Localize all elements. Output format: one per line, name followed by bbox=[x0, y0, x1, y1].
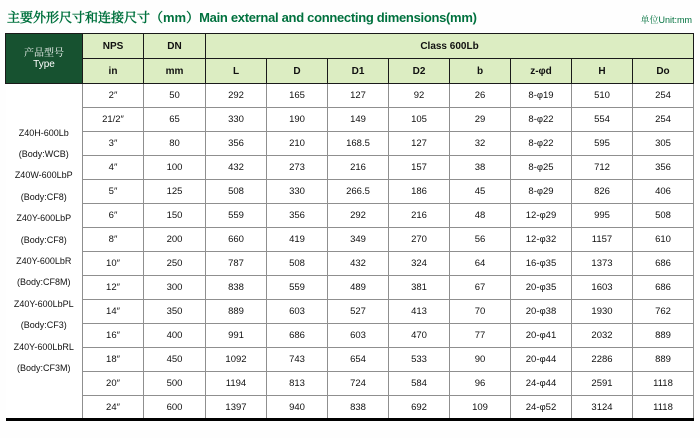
table-cell: 26 bbox=[450, 84, 511, 108]
table-cell: 2″ bbox=[83, 84, 144, 108]
col-header-dn: DN bbox=[144, 34, 206, 59]
col-unit-nps: in bbox=[83, 59, 144, 84]
table-row bbox=[6, 84, 694, 108]
col-header-d1: D1 bbox=[328, 59, 389, 84]
product-type-line: Z40Y-600LbP bbox=[16, 213, 72, 224]
table-cell: 12″ bbox=[83, 276, 144, 300]
table-cell: 150 bbox=[144, 204, 206, 228]
col-header-z-φd: z-φd bbox=[511, 59, 572, 84]
table-cell: 349 bbox=[328, 228, 389, 252]
table-cell: 654 bbox=[328, 348, 389, 372]
table-cell: 686 bbox=[633, 276, 694, 300]
page-title-zh: 主要外形尺寸和连接尺寸（mm） bbox=[7, 10, 200, 25]
table-cell: 157 bbox=[389, 156, 450, 180]
table-cell: 1373 bbox=[572, 252, 633, 276]
product-type-line: Z40H-600Lb bbox=[18, 127, 69, 138]
table-cell: 787 bbox=[206, 252, 267, 276]
type-column-header-en: Type bbox=[33, 58, 55, 70]
table-cell: 70 bbox=[450, 300, 511, 324]
table-cell: 1194 bbox=[206, 372, 267, 396]
table-cell: 186 bbox=[389, 180, 450, 204]
table-cell: 559 bbox=[267, 276, 328, 300]
table-cell: 29 bbox=[450, 108, 511, 132]
table-cell: 991 bbox=[206, 324, 267, 348]
table-row bbox=[6, 300, 694, 324]
table-cell: 2591 bbox=[572, 372, 633, 396]
product-type-line: (Body:CF8M) bbox=[16, 277, 71, 288]
table-cell: 995 bbox=[572, 204, 633, 228]
header-row-2 bbox=[6, 59, 694, 84]
table-cell: 109 bbox=[450, 396, 511, 420]
table-cell: 432 bbox=[328, 252, 389, 276]
table-cell: 330 bbox=[206, 108, 267, 132]
table-cell: 419 bbox=[267, 228, 328, 252]
table-cell: 8-φ25 bbox=[511, 156, 572, 180]
table-cell: 100 bbox=[144, 156, 206, 180]
table-cell: 165 bbox=[267, 84, 328, 108]
table-cell: 838 bbox=[206, 276, 267, 300]
col-header-d: D bbox=[267, 59, 328, 84]
table-cell: 1603 bbox=[572, 276, 633, 300]
col-header-h: H bbox=[572, 59, 633, 84]
product-type-line: (Body:CF8) bbox=[20, 234, 67, 245]
table-body bbox=[6, 84, 694, 420]
table-cell: 90 bbox=[450, 348, 511, 372]
table-cell: 1118 bbox=[633, 396, 694, 420]
table-cell: 2286 bbox=[572, 348, 633, 372]
table-cell: 508 bbox=[206, 180, 267, 204]
table-cell: 660 bbox=[206, 228, 267, 252]
table-cell: 127 bbox=[389, 132, 450, 156]
product-type-line: Z40W-600LbP bbox=[14, 170, 73, 181]
table-cell: 554 bbox=[572, 108, 633, 132]
table-row bbox=[6, 372, 694, 396]
col-header-l: L bbox=[206, 59, 267, 84]
table-cell: 686 bbox=[633, 252, 694, 276]
table-cell: 16-φ35 bbox=[511, 252, 572, 276]
col-header-d2: D2 bbox=[389, 59, 450, 84]
table-cell: 24-φ52 bbox=[511, 396, 572, 420]
table-cell: 603 bbox=[267, 300, 328, 324]
table-cell: 527 bbox=[328, 300, 389, 324]
table-cell: 105 bbox=[389, 108, 450, 132]
table-cell: 273 bbox=[267, 156, 328, 180]
table-cell: 508 bbox=[267, 252, 328, 276]
table-cell: 686 bbox=[267, 324, 328, 348]
table-cell: 200 bbox=[144, 228, 206, 252]
table-cell: 21/2″ bbox=[83, 108, 144, 132]
table-cell: 2032 bbox=[572, 324, 633, 348]
table-cell: 12-φ29 bbox=[511, 204, 572, 228]
table-cell: 92 bbox=[389, 84, 450, 108]
type-column-header-zh: 产品型号 bbox=[24, 47, 64, 59]
table-cell: 692 bbox=[389, 396, 450, 420]
table-cell: 250 bbox=[144, 252, 206, 276]
table-cell: 1930 bbox=[572, 300, 633, 324]
table-row bbox=[6, 324, 694, 348]
table-row bbox=[6, 228, 694, 252]
dimensions-table bbox=[5, 33, 694, 421]
table-cell: 324 bbox=[389, 252, 450, 276]
table-cell: 413 bbox=[389, 300, 450, 324]
table-row bbox=[6, 204, 694, 228]
table-cell: 168.5 bbox=[328, 132, 389, 156]
table-cell: 20″ bbox=[83, 372, 144, 396]
table-cell: 56 bbox=[450, 228, 511, 252]
col-header-nps: NPS bbox=[83, 34, 144, 59]
table-cell: 5″ bbox=[83, 180, 144, 204]
table-cell: 406 bbox=[633, 180, 694, 204]
table-cell: 8-φ19 bbox=[511, 84, 572, 108]
table-cell: 127 bbox=[328, 84, 389, 108]
table-cell: 4″ bbox=[83, 156, 144, 180]
table-row bbox=[6, 180, 694, 204]
table-cell: 356 bbox=[267, 204, 328, 228]
table-cell: 14″ bbox=[83, 300, 144, 324]
table-cell: 24-φ44 bbox=[511, 372, 572, 396]
table-cell: 743 bbox=[267, 348, 328, 372]
table-row bbox=[6, 348, 694, 372]
table-cell: 16″ bbox=[83, 324, 144, 348]
table-cell: 350 bbox=[144, 300, 206, 324]
table-cell: 450 bbox=[144, 348, 206, 372]
table-cell: 889 bbox=[633, 348, 694, 372]
table-cell: 500 bbox=[144, 372, 206, 396]
table-cell: 270 bbox=[389, 228, 450, 252]
table-cell: 149 bbox=[328, 108, 389, 132]
product-type-line: (Body:CF3M) bbox=[16, 363, 71, 374]
table-cell: 20-φ44 bbox=[511, 348, 572, 372]
table-header bbox=[6, 34, 694, 84]
table-cell: 50 bbox=[144, 84, 206, 108]
table-cell: 190 bbox=[267, 108, 328, 132]
table-cell: 216 bbox=[328, 156, 389, 180]
table-cell: 1397 bbox=[206, 396, 267, 420]
table-cell: 6″ bbox=[83, 204, 144, 228]
table-cell: 330 bbox=[267, 180, 328, 204]
table-cell: 838 bbox=[328, 396, 389, 420]
table-cell: 216 bbox=[389, 204, 450, 228]
table-cell: 584 bbox=[389, 372, 450, 396]
table-cell: 762 bbox=[633, 300, 694, 324]
product-type-line: (Body:CF8) bbox=[20, 191, 67, 202]
table-cell: 45 bbox=[450, 180, 511, 204]
table-cell: 600 bbox=[144, 396, 206, 420]
table-cell: 3″ bbox=[83, 132, 144, 156]
table-cell: 20-φ35 bbox=[511, 276, 572, 300]
col-header-do: Do bbox=[633, 59, 694, 84]
table-cell: 595 bbox=[572, 132, 633, 156]
table-cell: 813 bbox=[267, 372, 328, 396]
table-cell: 254 bbox=[633, 108, 694, 132]
table-cell: 77 bbox=[450, 324, 511, 348]
class-rating-header: Class 600Lb bbox=[206, 34, 694, 59]
table-cell: 940 bbox=[267, 396, 328, 420]
table-cell: 20-φ38 bbox=[511, 300, 572, 324]
page-title bbox=[7, 7, 477, 26]
table-row bbox=[6, 156, 694, 180]
table-cell: 12-φ32 bbox=[511, 228, 572, 252]
table-cell: 8-φ22 bbox=[511, 132, 572, 156]
header-row-1 bbox=[6, 34, 694, 59]
page-title-en: Main external and connecting dimensions(mm) bbox=[199, 10, 477, 25]
table-cell: 96 bbox=[450, 372, 511, 396]
table-cell: 125 bbox=[144, 180, 206, 204]
table-cell: 603 bbox=[328, 324, 389, 348]
product-type-line: (Body:WCB) bbox=[18, 148, 69, 159]
product-type-line: Z40Y-600LbRL bbox=[13, 341, 74, 352]
table-cell: 356 bbox=[633, 156, 694, 180]
table-cell: 48 bbox=[450, 204, 511, 228]
title-bar bbox=[0, 0, 700, 26]
table-cell: 20-φ41 bbox=[511, 324, 572, 348]
table-cell: 889 bbox=[633, 324, 694, 348]
table-cell: 610 bbox=[633, 228, 694, 252]
table-cell: 292 bbox=[206, 84, 267, 108]
unit-note: 单位Unit:mm bbox=[640, 15, 692, 25]
table-row bbox=[6, 396, 694, 420]
table-cell: 724 bbox=[328, 372, 389, 396]
table-cell: 432 bbox=[206, 156, 267, 180]
product-type-line: Z40Y-600LbR bbox=[16, 256, 72, 266]
table-cell: 400 bbox=[144, 324, 206, 348]
table-cell: 8-φ22 bbox=[511, 108, 572, 132]
table-row bbox=[6, 252, 694, 276]
col-unit-dn: mm bbox=[144, 59, 206, 84]
table-cell: 712 bbox=[572, 156, 633, 180]
table-cell: 559 bbox=[206, 204, 267, 228]
table-row bbox=[6, 132, 694, 156]
table-cell: 266.5 bbox=[328, 180, 389, 204]
table-cell: 470 bbox=[389, 324, 450, 348]
product-type-cell bbox=[6, 84, 83, 420]
product-type-line: (Body:CF3) bbox=[20, 320, 67, 331]
table-cell: 8-φ29 bbox=[511, 180, 572, 204]
table-cell: 80 bbox=[144, 132, 206, 156]
table-cell: 18″ bbox=[83, 348, 144, 372]
table-cell: 1157 bbox=[572, 228, 633, 252]
table-cell: 3124 bbox=[572, 396, 633, 420]
table-cell: 305 bbox=[633, 132, 694, 156]
table-cell: 67 bbox=[450, 276, 511, 300]
table-cell: 356 bbox=[206, 132, 267, 156]
table-cell: 8″ bbox=[83, 228, 144, 252]
table-row bbox=[6, 108, 694, 132]
type-column-header bbox=[6, 34, 83, 84]
table-cell: 489 bbox=[328, 276, 389, 300]
table-cell: 65 bbox=[144, 108, 206, 132]
table-cell: 533 bbox=[389, 348, 450, 372]
table-cell: 292 bbox=[328, 204, 389, 228]
table-cell: 1118 bbox=[633, 372, 694, 396]
table-cell: 10″ bbox=[83, 252, 144, 276]
table-cell: 38 bbox=[450, 156, 511, 180]
product-type-line: Z40Y-600LbPL bbox=[13, 298, 74, 309]
table-cell: 254 bbox=[633, 84, 694, 108]
table-row bbox=[6, 276, 694, 300]
table-cell: 510 bbox=[572, 84, 633, 108]
table-cell: 889 bbox=[206, 300, 267, 324]
table-cell: 32 bbox=[450, 132, 511, 156]
table-cell: 1092 bbox=[206, 348, 267, 372]
col-header-b: b bbox=[450, 59, 511, 84]
table-cell: 381 bbox=[389, 276, 450, 300]
table-cell: 508 bbox=[633, 204, 694, 228]
table-cell: 24″ bbox=[83, 396, 144, 420]
table-cell: 300 bbox=[144, 276, 206, 300]
table-cell: 210 bbox=[267, 132, 328, 156]
table-cell: 826 bbox=[572, 180, 633, 204]
table-cell: 64 bbox=[450, 252, 511, 276]
